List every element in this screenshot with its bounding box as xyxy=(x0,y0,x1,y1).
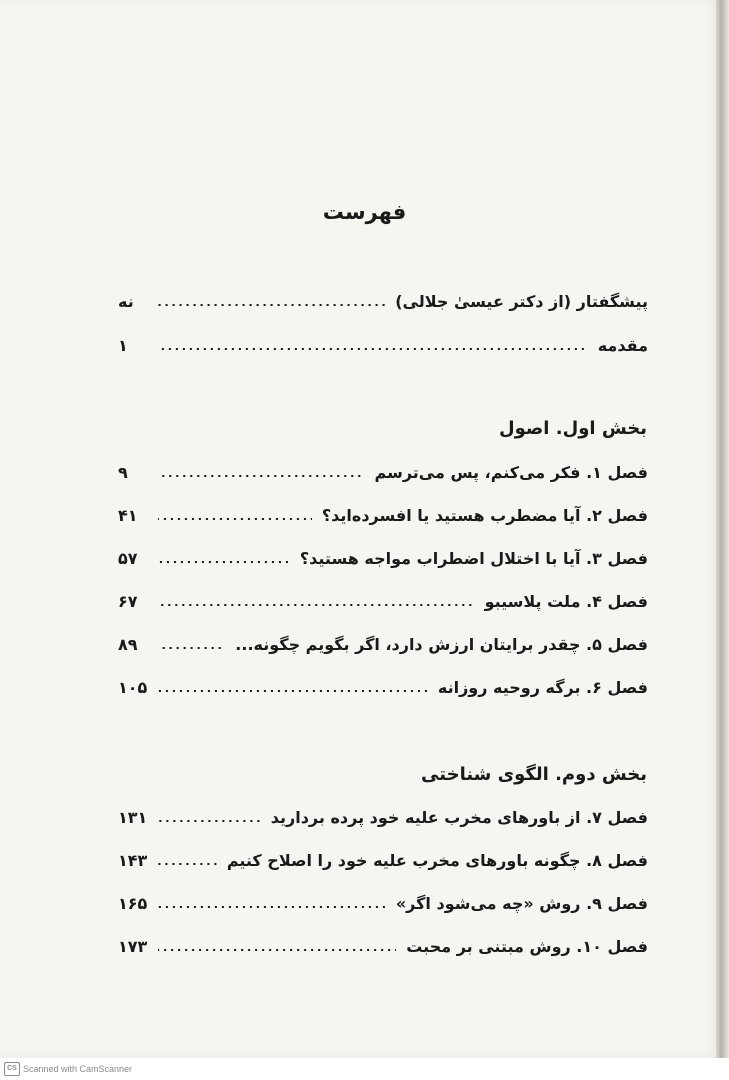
dot-leader xyxy=(158,863,217,865)
toc-page-number: ۱۳۱ xyxy=(118,807,148,827)
dot-leader xyxy=(158,518,312,520)
dot-leader xyxy=(158,304,385,306)
toc-entry-label: فصل ۷. از باورهای مخرب علیه خود پرده بردارید xyxy=(270,807,648,827)
toc-page-number: ۵۷ xyxy=(118,548,138,568)
toc-entry-introduction xyxy=(118,330,648,360)
toc-entry-label: فصل ۹. روش «چه می‌شود اگر» xyxy=(395,893,648,913)
toc-page-number: ۱۴۳ xyxy=(118,850,148,870)
scanner-watermark-text: Scanned with CamScanner xyxy=(23,1064,133,1074)
toc-entry-chapter-10 xyxy=(118,931,648,961)
toc-page-number: ۱۷۳ xyxy=(118,936,148,956)
toc-page-number: نه xyxy=(118,291,134,311)
toc-page-number: ۸۹ xyxy=(118,634,138,654)
toc-entry-label: فصل ۲. آیا مضطرب هستید یا افسرده‌اید؟ xyxy=(321,505,648,525)
dot-leader xyxy=(158,647,225,649)
section-heading-part-two: بخش دوم. الگوی شناختی xyxy=(421,764,647,785)
camscanner-logo-icon: CS xyxy=(4,1062,20,1076)
toc-page-number: ۱۰۵ xyxy=(118,677,148,697)
dot-leader xyxy=(158,348,588,350)
toc-entry-label: فصل ۱۰. روش مبتنی بر محبت xyxy=(406,936,648,956)
toc-page-number: ۶۷ xyxy=(118,591,138,611)
toc-entry-label: مقدمه xyxy=(597,335,648,355)
section-heading-part-one: بخش اول. اصول xyxy=(499,418,647,439)
toc-entry-label: فصل ۴. ملت پلاسیبو xyxy=(484,591,648,611)
toc-entry-label: فصل ۳. آیا با اختلال اضطراب مواجه هستید؟ xyxy=(299,548,648,568)
dot-leader xyxy=(158,906,386,908)
page-edge xyxy=(716,0,729,1058)
toc-entry-chapter-7 xyxy=(118,802,648,832)
toc-entry-label: فصل ۵. چقدر برایتان ارزش دارد، اگر بگویم چگونه... xyxy=(235,634,648,654)
dot-leader xyxy=(158,561,290,563)
toc-entry-chapter-4 xyxy=(118,586,648,616)
toc-page-number: ۱ xyxy=(118,335,128,355)
toc-entry-label: پیشگفتار (از دکتر عیسیٰ جلالی) xyxy=(395,291,648,311)
page-title: فهرست xyxy=(322,200,407,224)
dot-leader xyxy=(158,475,365,477)
toc-entry-chapter-9 xyxy=(118,888,648,918)
toc-page-number: ۱۶۵ xyxy=(118,893,148,913)
toc-entry-chapter-8 xyxy=(118,845,648,875)
toc-entry-chapter-6 xyxy=(118,672,648,702)
toc-entry-chapter-1 xyxy=(118,457,648,487)
dot-leader xyxy=(158,604,475,606)
toc-entry-label: فصل ۶. برگه روحیه روزانه xyxy=(437,677,648,697)
toc-entry-chapter-5 xyxy=(118,629,648,659)
toc-entry-label: فصل ۸. چگونه باورهای مخرب علیه خود را اصلاح کنیم xyxy=(226,850,648,870)
scanner-watermark xyxy=(4,1062,132,1076)
toc-entry-foreword xyxy=(118,286,648,316)
toc-page-number: ۹ xyxy=(118,462,128,482)
dot-leader xyxy=(158,820,261,822)
toc-page-number: ۴۱ xyxy=(118,505,138,525)
toc-entry-chapter-3 xyxy=(118,543,648,573)
dot-leader xyxy=(158,949,396,951)
toc-entry-label: فصل ۱. فکر می‌کنم، پس می‌ترسم xyxy=(374,462,648,482)
dot-leader xyxy=(158,690,428,692)
toc-entry-chapter-2 xyxy=(118,500,648,530)
